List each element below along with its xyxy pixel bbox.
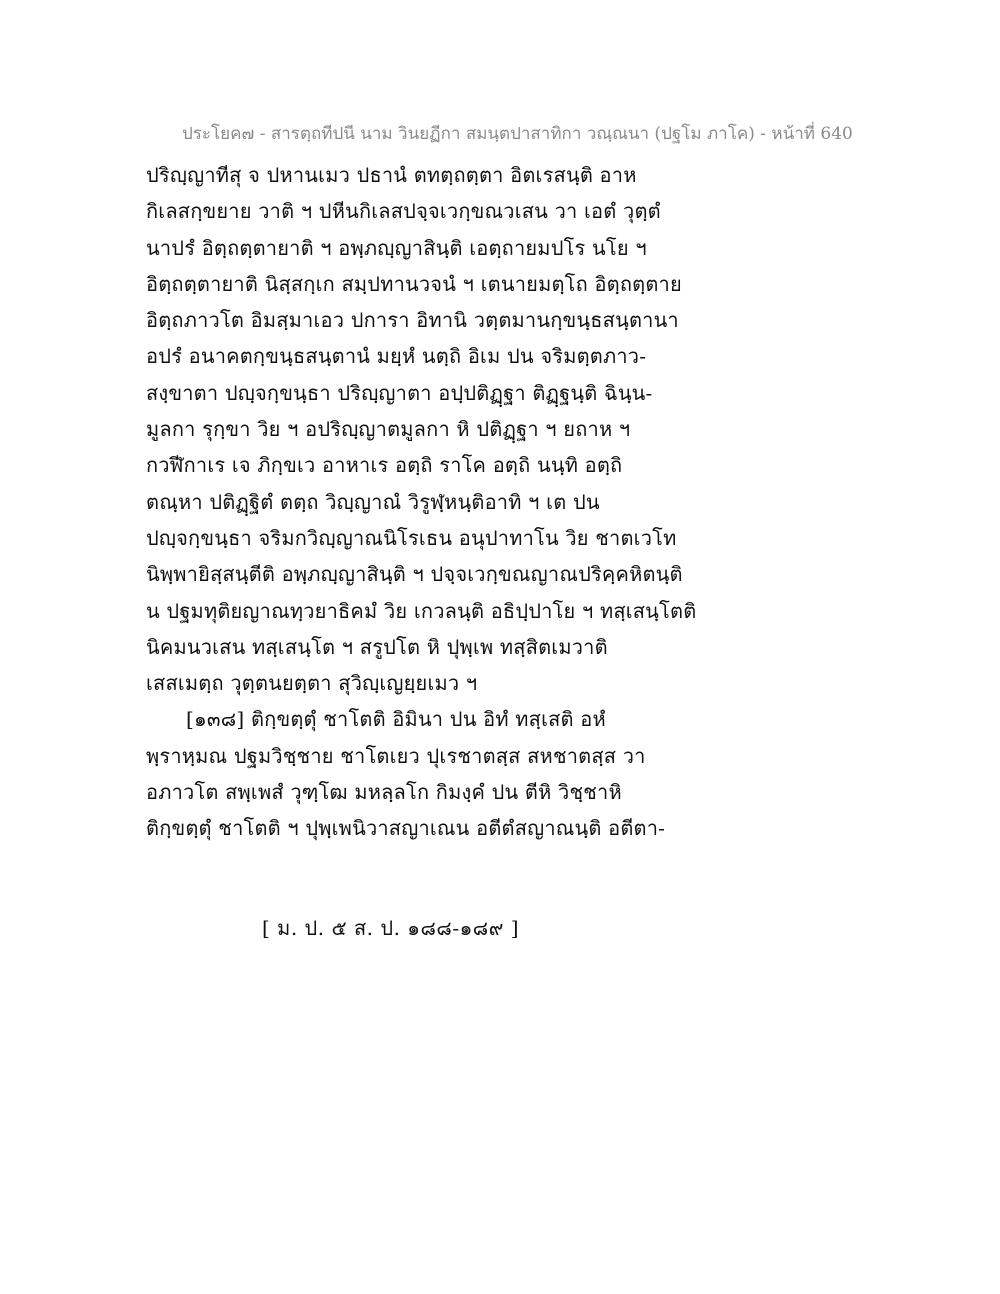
page-header: ประโยค๗ - สารตฺถทีปนี นาม วินยฏีกา สมนฺตปาสาทิกา วณฺณนา (ปฐโม ภาโค) - หน้าที่ 640 — [182, 124, 853, 144]
paragraph-start-line: [๑๓๘] ติกฺขตฺตุํ ชาโตติ อิมินา ปน อิทํ ทสฺเสติ อหํ — [186, 707, 606, 732]
text-line: ปริญฺญาทีสุ จ ปหานเมว ปธานํ ตทตฺถตฺตา อิตเรสนฺติ อาห — [146, 163, 637, 187]
text-line: นาปรํ อิตฺถตฺตายาติ ฯ อพฺภญฺญาสินฺติ เอตฺถายมปโร นโย ฯ — [146, 235, 647, 260]
text-line: ปญฺจกฺขนฺธา จริมกวิญฺญาณนิโรเธน อนุปาทาโน วิย ชาตเวโท — [146, 525, 677, 550]
text-line: นิคมนวเสน ทสฺเสนฺโต ฯ สรูปโต หิ ปุพฺเพ ทสฺสิตเมวาติ — [146, 634, 608, 659]
text-line: น ปฐมทุติยญาณทฺวยาธิคมํ วิย เกวลนฺติ อธิปฺปาโย ฯ ทสฺเสนฺโตติ — [146, 598, 697, 623]
text-line: นิพฺพายิสฺสนฺตีติ อพฺภญฺญาสินฺติ ฯ ปจฺจเวกฺขณญาณปริคฺคหิตนฺติ — [146, 562, 683, 587]
text-line: อปรํ อนาคตกฺขนฺธสนฺตานํ มยฺหํ นตฺถิ อิเม ปน จริมตฺตภาว- — [146, 344, 647, 369]
text-line: อภาวโต สพฺเพสํ วุฑฺโฒ มหลฺลโก กิมงฺคํ ปน ตีหิ วิชฺชาหิ — [146, 780, 622, 805]
body-text — [146, 157, 866, 847]
text-line: สงฺขาตา ปญฺจกฺขนฺธา ปริญฺญาตา อปฺปติฏฺฐา ติฏฺฐนฺติ ฉินฺน- — [146, 380, 653, 405]
text-line: กวฬีกาเร เจ ภิกฺขเว อาหาเร อตฺถิ ราโค อตฺถิ นนฺทิ อตฺถิ — [146, 453, 623, 478]
text-line: ติกฺขตฺตุํ ชาโตติ ฯ ปุพฺเพนิวาสญาเณน อตีตํสญาณนฺติ อตีตา- — [146, 816, 666, 841]
text-line: พฺราหฺมณ ปฐมวิชฺชาย ชาโตเยว ปุเรชาตสฺส สหชาตสฺส วา — [146, 743, 646, 768]
text-line: กิเลสกฺขยาย วาติ ฯ ปหีนกิเลสปจฺจเวกฺขณวเสน วา เอตํ วุตฺตํ — [146, 199, 661, 224]
page-reference-footnote: [ ม. ป. ๕ ส. ป. ๑๘๘-๑๘๙ ] — [262, 916, 520, 940]
text-line: ตณฺหา ปติฏฺฐิตํ ตตฺถ วิญฺญาณํ วิรูฬฺหนฺติอาทิ ฯ เต ปน — [146, 489, 600, 514]
text-line: อิตฺถตฺตายาติ นิสฺสกฺเก สมฺปทานวจนํ ฯ เตนายมตฺโถ อิตฺถตฺตาย — [146, 271, 682, 296]
text-line: มูลกา รุกฺขา วิย ฯ อปริญฺญาตมูลกา หิ ปติฏฺฐา ฯ ยถาห ฯ — [146, 417, 631, 442]
text-line: อิตฺถภาวโต อิมสฺมาเอว ปการา อิทานิ วตฺตมานกฺขนฺธสนฺตานา — [146, 308, 679, 333]
text-line: เสสเมตฺถ วุตฺตนยตฺตา สุวิญฺเญยฺยเมว ฯ — [146, 671, 478, 696]
